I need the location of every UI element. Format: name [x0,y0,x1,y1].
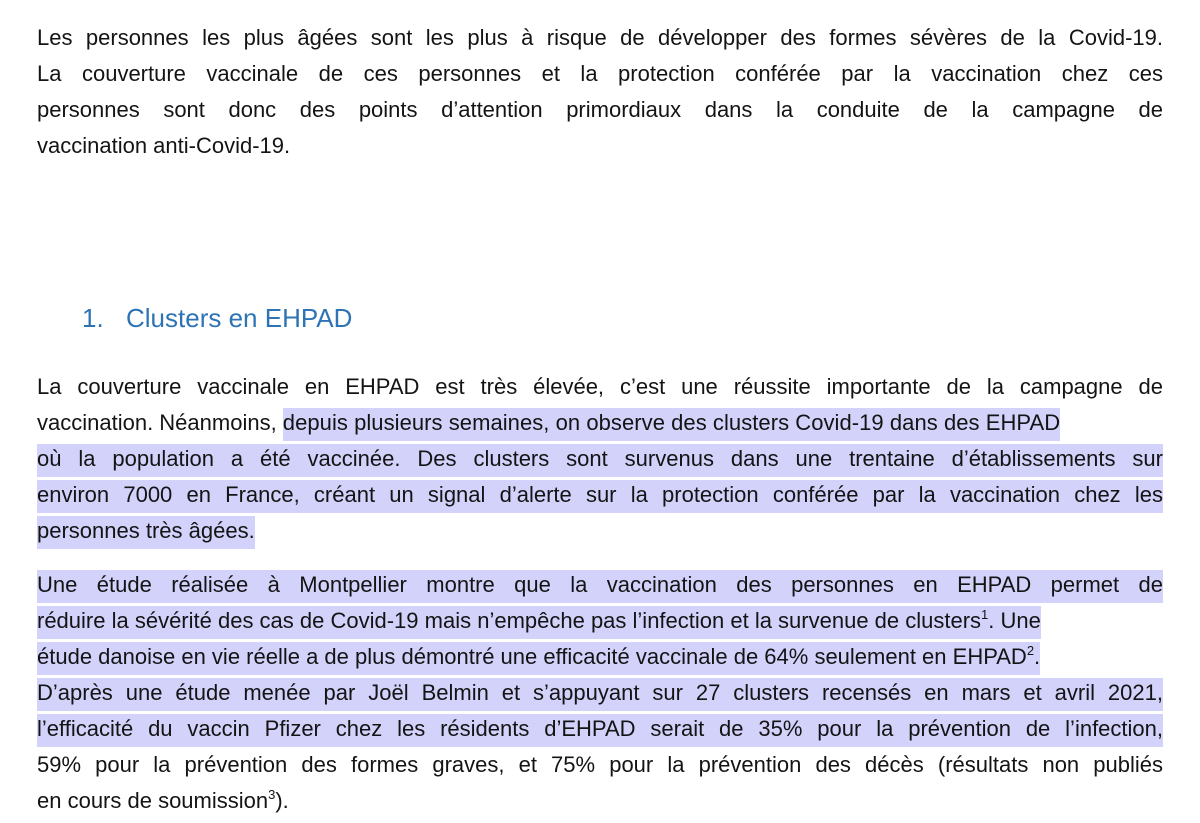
para2-line-3-end: . [1034,644,1041,669]
para2-line-2-end: . Une [988,608,1041,633]
para2-line-3 [37,639,1040,675]
highlighted-text [37,606,1041,639]
intro-line-4: vaccination anti-Covid-19. [37,133,291,158]
para2-line-5 [37,711,1163,747]
footnote-ref-1[interactable]: 1 [981,607,989,622]
para1-line-2-plain: vaccination. Néanmoins, [37,410,283,435]
para2-line-1 [37,567,1163,603]
para2-line-7-text: en cours de soumission [37,788,269,813]
section-heading [82,300,352,336]
para2-line-6: 59% pour la prévention des formes graves, et 75% pour la prévention des décès (résultats non publiés [37,752,1163,777]
footnote-ref-2[interactable]: 2 [1026,643,1035,658]
para1-line-3 [37,441,1163,477]
para2-line-2-text: réduire la sévérité des cas de Covid-19 mais n’empêche pas l’infection et la survenue de clusters [37,608,982,633]
para2-line-7 [37,783,289,819]
highlighted-text [37,642,1040,675]
highlighted-text: environ 7000 en France, créant un signal d’alerte sur la protection conférée par la vaccination chez les [37,480,1163,513]
para2-line-7-end: ). [275,788,289,813]
highlighted-text: personnes très âgées. [37,516,255,549]
section-title: Clusters en EHPAD [126,303,353,333]
para2-line-4 [37,675,1163,711]
para1-line-5 [37,513,255,549]
intro-line-2: La couverture vaccinale de ces personnes et la protection conférée par la vaccination chez ces [37,61,1163,86]
footnote-ref-3[interactable]: 3 [268,787,276,802]
highlighted-text: depuis plusieurs semaines, on observe des clusters Covid-19 dans des EHPAD [283,408,1060,441]
highlighted-text: D’après une étude menée par Joël Belmin et s’appuyant sur 27 clusters recensés en mars et avril 2021, [37,678,1163,711]
section-number: 1. [82,303,104,333]
para1-line-1: La couverture vaccinale en EHPAD est très élevée, c’est une réussite importante de la campagne de [37,374,1163,399]
highlighted-text: où la population a été vaccinée. Des clusters sont survenus dans une trentaine d’établissements sur [37,444,1163,477]
para2-line-3-text: étude danoise en vie réelle a de plus démontré une efficacité vaccinale de 64% seulement en EHPAD [37,644,1027,669]
highlighted-text: Une étude réalisée à Montpellier montre que la vaccination des personnes en EHPAD permet de [37,570,1163,603]
para1-line-4 [37,477,1163,513]
intro-line-1: Les personnes les plus âgées sont les plus à risque de développer des formes sévères de la Covid-19. [37,25,1163,50]
highlighted-text: l’efficacité du vaccin Pfizer chez les résidents d’EHPAD serait de 35% pour la prévention de l’infection, [37,714,1163,747]
intro-line-3: personnes sont donc des points d’attention primordiaux dans la conduite de la campagne de [37,97,1163,122]
para2-line-2 [37,603,1041,639]
para1-line-2 [37,405,1163,441]
